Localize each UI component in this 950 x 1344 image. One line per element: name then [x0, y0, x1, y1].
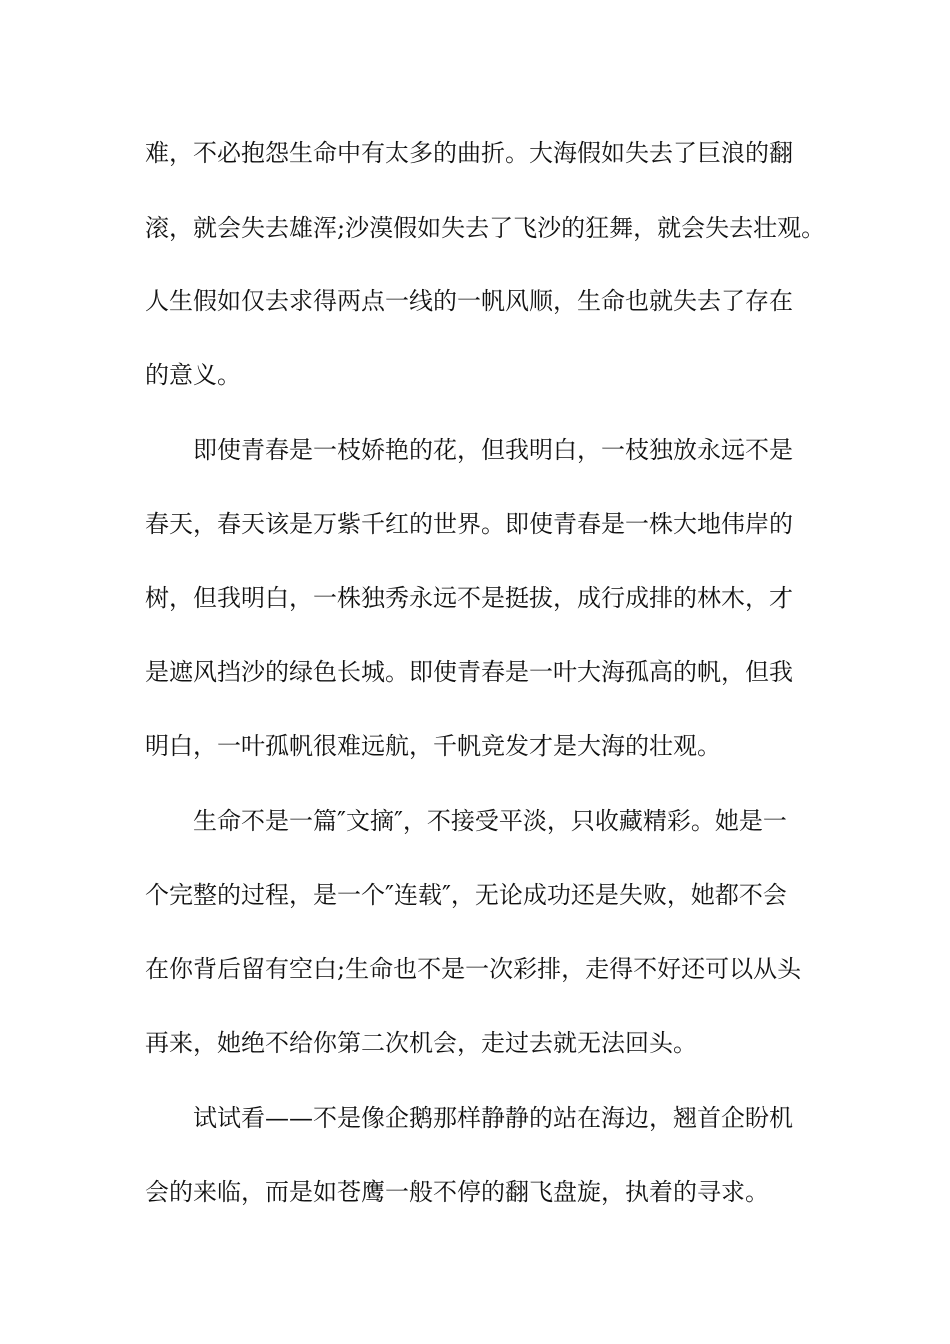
text-line: 再来，她绝不给你第二次机会，走过去就无法回头。 [145, 1029, 697, 1057]
text-line: 即使青春是一枝娇艳的花，但我明白，一枝独放永远不是 [193, 436, 793, 464]
text-line: 人生假如仅去求得两点一线的一帆风顺，生命也就失去了存在 [145, 287, 793, 315]
text-line: 试试看——不是像企鹅那样静静的站在海边，翘首企盼机 [193, 1104, 793, 1132]
text-line: 是遮风挡沙的绿色长城。即使青春是一叶大海孤高的帆，但我 [145, 658, 793, 686]
text-line: 难，不必抱怨生命中有太多的曲折。大海假如失去了巨浪的翻 [145, 139, 793, 167]
text-line: 在你背后留有空白;生命也不是一次彩排，走得不好还可以从头 [145, 955, 802, 983]
text-line: 滚，就会失去雄浑;沙漠假如失去了飞沙的狂舞，就会失去壮观。 [145, 214, 826, 242]
text-line: 个完整的过程，是一个″连载″，无论成功还是失败，她都不会 [145, 881, 787, 909]
text-line: 明白，一叶孤帆很难远航，千帆竞发才是大海的壮观。 [145, 732, 721, 760]
text-line: 生命不是一篇″文摘″，不接受平淡，只收藏精彩。她是一 [193, 807, 787, 835]
text-line: 会的来临，而是如苍鹰一般不停的翻飞盘旋，执着的寻求。 [145, 1178, 769, 1206]
text-line: 树，但我明白，一株独秀永远不是挺拔，成行成排的林木，才 [145, 584, 793, 612]
text-line: 春天，春天该是万紫千红的世界。即使青春是一株大地伟岸的 [145, 510, 793, 538]
text-line: 的意义。 [145, 361, 241, 389]
